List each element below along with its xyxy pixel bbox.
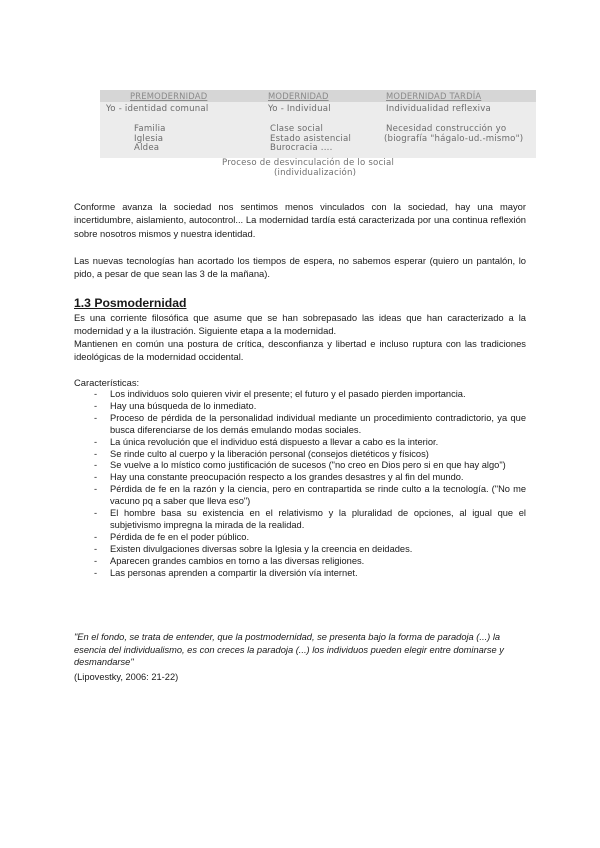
dash-bullet: -	[94, 460, 98, 471]
list-item-text: Las personas aprenden a compartir la diversión vía internet.	[110, 567, 358, 578]
paragraph-sociedad: Conforme avanza la sociedad nos sentimos menos vinculados con la sociedad, hay una mayor incertidumbre, aislamiento, autocontrol... La modernidad tardía está caracterizada por una continua reflexión sobre nosotros mismos y nuestra identidad.	[74, 201, 526, 239]
dash-bullet: -	[94, 436, 98, 447]
list-item-text: Se rinde culto al cuerpo y la liberación personal (consejos dietéticos y físicos)	[110, 448, 429, 459]
row-yo-late-modern: Individualidad reflexiva	[386, 104, 491, 114]
intro-paragraph-2: Mantienen en común una postura de crítica, desconfianza y libertad e incluso ruptura con las tradiciones ideológicas de la modernidad occidental.	[74, 338, 526, 363]
list-item	[94, 508, 526, 532]
section-heading: 1.3 Posmodernidad	[74, 296, 187, 310]
late-modern-construction	[384, 125, 523, 144]
list-item	[94, 389, 526, 401]
header-modernidad-tardia: MODERNIDAD TARDÍA	[386, 91, 482, 101]
list-item	[94, 484, 526, 508]
dash-bullet: -	[94, 484, 98, 495]
dash-bullet: -	[94, 412, 98, 423]
dash-bullet: -	[94, 472, 98, 483]
list-item-text: Hay una constante preocupación respecto a los grandes desastres y al fin del mundo.	[110, 472, 464, 483]
list-item-text: Aparecen grandes cambios en torno a las diversas religiones.	[110, 555, 365, 566]
list-item-text: Existen divulgaciones diversas sobre la Iglesia y la creencia en deidades.	[110, 543, 413, 554]
institution-iglesia: Iglesia	[134, 133, 164, 144]
list-item-text: Hay una búsqueda de lo inmediato.	[110, 400, 257, 411]
necesidad-construccion: Necesidad construcción yo	[386, 124, 507, 134]
modern-institutions	[270, 125, 351, 154]
institution-aldea: Aldea	[134, 143, 160, 153]
list-item-text: El hombre basa su existencia en el relativismo y la pluralidad de opciones, al igual que el subjetivismo impregna la mirada de la realidad.	[110, 508, 526, 530]
list-item	[94, 532, 526, 544]
dash-bullet: -	[94, 531, 98, 542]
dash-bullet: -	[94, 567, 98, 578]
list-item	[94, 437, 526, 449]
institution-estado: Estado asistencial	[270, 133, 352, 144]
row-yo-modern: Yo - Individual	[268, 104, 331, 114]
list-item-text: Proceso de pérdida de la personalidad individual mediante un procedimiento contradictorio, ya que busca diferenciarse de los demás emulando modas sociales.	[110, 412, 526, 435]
paragraph-tecnologias: Las nuevas tecnologías han acortado los tiempos de espera, no sabemos esperar (quiero un pantalón, lo pido, a pesar de que sean las 3 de la mañana).	[74, 255, 526, 280]
list-item-text: Pérdida de fe en la razón y la ciencia, pero en contrapartida se rinde culto a la tecnología. ("No me vacuno pq a saber que lleva eso")	[110, 484, 526, 507]
dash-bullet: -	[94, 508, 98, 519]
lipovetsky-quote: "En el fondo, se trata de entender, que la postmodernidad, se presenta bajo la forma de paradoja (...) la esencia del individualismo, es con creces la paradoja (...) los individuos pueden elegir entre dominarse y desmandarse"	[74, 632, 504, 668]
header-modernidad: MODERNIDAD	[268, 91, 329, 101]
biografia-label: (biografía "hágalo-ud.-mismo")	[384, 133, 524, 144]
list-item-text: Los individuos solo quieren vivir el presente; el futuro y el pasado pierden importancia.	[110, 389, 466, 399]
list-item	[94, 460, 526, 472]
dash-bullet: -	[94, 543, 98, 554]
list-item	[94, 401, 526, 413]
list-item	[94, 413, 526, 437]
list-item-text: La única revolución que el individuo está dispuesto a llevar a cabo es la interior.	[110, 436, 439, 447]
row-yo-premodern: Yo - identidad comunal	[106, 104, 209, 114]
institution-burocracia: Burocracia ....	[270, 143, 333, 153]
dash-bullet: -	[94, 555, 98, 566]
list-item	[94, 556, 526, 568]
institution-clase-social: Clase social	[270, 124, 324, 134]
desvinculacion-label: Proceso de desvinculación de lo social	[222, 158, 395, 168]
modernity-comparison-figure	[100, 90, 536, 178]
list-item-text: Pérdida de fe en el poder público.	[110, 531, 250, 542]
quote-citation: (Lipovestky, 2006: 21-22)	[74, 672, 179, 682]
characteristics-label: Características:	[74, 377, 140, 388]
dash-bullet: -	[94, 448, 98, 459]
characteristics-list	[94, 389, 526, 580]
header-premodernidad: PREMODERNIDAD	[130, 91, 208, 101]
list-item-text: Se vuelve a lo místico como justificación de sucesos ("no creo en Dios pero si en que hay algo")	[110, 460, 506, 471]
list-item	[94, 568, 526, 580]
intro-paragraph-1: Es una corriente filosófica que asume que se han sobrepasado las ideas que han caracterizado a la modernidad y a la ilustración. Siguiente etapa a la modernidad.	[74, 312, 526, 337]
dash-bullet: -	[94, 400, 98, 411]
list-item	[94, 472, 526, 484]
list-item	[94, 449, 526, 461]
individualizacion-label: (individualización)	[274, 168, 357, 178]
list-item	[94, 544, 526, 556]
premodern-institutions	[134, 125, 166, 154]
dash-bullet: -	[94, 389, 98, 399]
institution-familia: Familia	[134, 124, 166, 134]
